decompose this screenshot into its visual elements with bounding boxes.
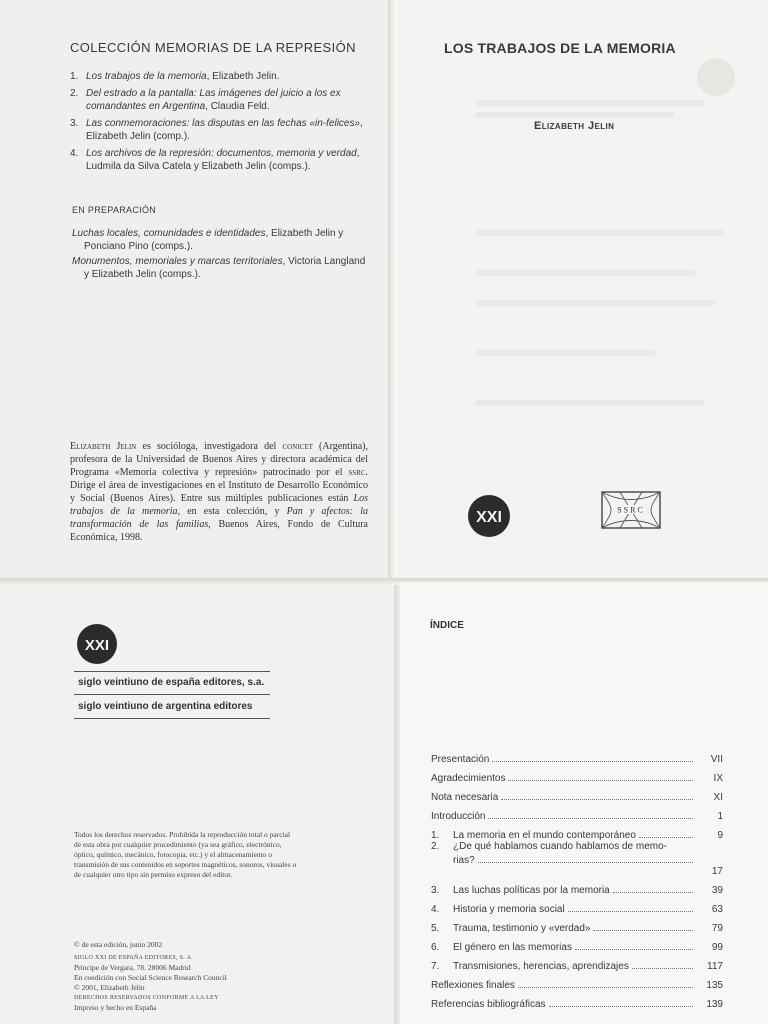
divider [74,694,270,695]
bleed-through-logo [697,58,735,96]
bleed-through-text [475,112,675,118]
edition-line: © de esta edición, junio 2002 [74,940,163,949]
list-item: 1. Los trabajos de la memoria, Elizabeth Jelin. [70,71,280,82]
bleed-through-text [475,270,695,276]
rights-reserved: DERECHOS RESERVADOS CONFORME A LA LEY [74,995,219,1001]
coedition-line: En coedición con Social Science Research Council [74,973,227,982]
in-preparation-list [72,227,367,283]
toc-entry: 6. El género en las memorias 99 [431,942,723,953]
list-item: Luchas locales, comunidades e identidades, Elizabeth Jelin y Ponciano Pino (comps.). [72,228,344,252]
author-copyright: © 2001, Elizabeth Jelin [74,983,145,992]
toc-entry: 7. Transmisiones, herencias, aprendizajes 117 [431,961,723,972]
bleed-through-text [475,400,705,406]
title-page [397,0,768,580]
book-author: Elizabeth Jelin [534,120,615,132]
table-of-contents [431,746,723,1010]
collection-list [70,70,370,177]
toc-entry: 1. La memoria en el mundo contemporáneo 9 [431,830,723,841]
in-preparation-heading: EN PREPARACIÓN [72,205,157,215]
rights-notice: Todos los derechos reservados. Prohibida la reproducción total o parcial de esta obra por cualquier procedimiento (ya sea gráfico, electrónico, óptico, químico, mecánico, fotocopia, etc.) y el almacenamiento o transmisión de sus contenidos en soportes magnéticos, sonoros, visuales o de cualquier otro tipo sin permiso expreso del editor. [74,830,297,879]
bleed-through-text [475,300,715,306]
index-heading: ÍNDICE [430,620,464,631]
toc-entry: 4. Historia y memoria social 63 [431,904,723,915]
toc-entry: Nota necesaria XI [431,792,723,803]
bleed-through-text [475,100,705,106]
toc-entry: Referencias bibliográficas 139 [431,999,723,1010]
ssrc-logo-icon [600,490,662,530]
book-title: LOS TRABAJOS DE LA MEMORIA [444,40,676,56]
printed-in: Impreso y hecho en España [74,1003,157,1012]
imprint-block [74,940,354,1013]
index-page [400,582,768,1024]
bleed-through-text [475,230,725,236]
author-bio: Elizabeth Jelin es socióloga, investigadora del conicet (Argentina), profesora de la Universidad de Buenos Aires y directora académica del Programa «Memoria colectiva y represión» patrocinado por el ssrc. Dirige el área de investigaciones en el Instituto de Desarrollo Económico y Social (Buenos Aires). Entre sus múltiples publicaciones están Los trabajos de la memoria, en esta colección, y Pan y afectos: la transformación de las familias, Buenos Aires, Fondo de Cultura Económica, 1998. [70,441,369,543]
collection-page [0,0,393,585]
page-gutter [388,0,397,585]
siglo-xxi-logo [76,623,118,665]
svg-text:XXI: XXI [476,509,502,526]
toc-entry: Introducción 1 [431,811,723,822]
publisher-spain: siglo veintiuno de españa editores, s.a. [78,677,265,688]
siglo-xxi-logo-icon [76,623,118,665]
toc-entry: 3. Las luchas políticas por la memoria 39 [431,885,723,896]
ssrc-logo [600,490,662,530]
list-item: 2. Del estrado a la pantalla: Las imágenes del juicio a los ex comandantes en Argentina, Claudia Feld. [70,88,341,112]
svg-text:XXI: XXI [84,637,110,654]
publisher-address: Príncipe de Vergara, 78. 28006 Madrid [74,963,191,972]
divider [74,671,270,672]
collection-title: COLECCIÓN MEMORIAS DE LA REPRESIÓN [70,40,356,55]
siglo-xxi-logo-icon [467,494,511,538]
list-item: Monumentos, memoriales y marcas territoriales, Victoria Langland y Elizabeth Jelin (comps.). [72,256,366,280]
toc-entry: Agradecimientos IX [431,773,723,784]
siglo-xxi-logo [467,494,511,538]
divider [74,718,270,719]
toc-entry: 2. ¿De qué hablamos cuando hablamos de memo- rias? 17 [431,841,723,877]
bleed-through-text [475,350,655,356]
svg-text:SSRC: SSRC [617,505,645,515]
list-item: 4. Los archivos de la represión: documentos, memoria y verdad, Ludmila da Silva Catela y Elizabeth Jelin (comps.). [70,148,360,172]
toc-entry: Reflexiones finales 135 [431,980,723,991]
toc-entry: 5. Trauma, testimonio y «verdad» 79 [431,923,723,934]
toc-entry: Presentación VII [431,754,723,765]
publisher-argentina: siglo veintiuno de argentina editores [78,701,253,712]
publisher-name: SIGLO XXI DE ESPAÑA EDITORES, S. A. [74,955,194,961]
copyright-page [0,585,400,1024]
list-item: 3. Las conmemoraciones: las disputas en las fechas «in-felices», Elizabeth Jelin (comp.). [70,118,363,142]
